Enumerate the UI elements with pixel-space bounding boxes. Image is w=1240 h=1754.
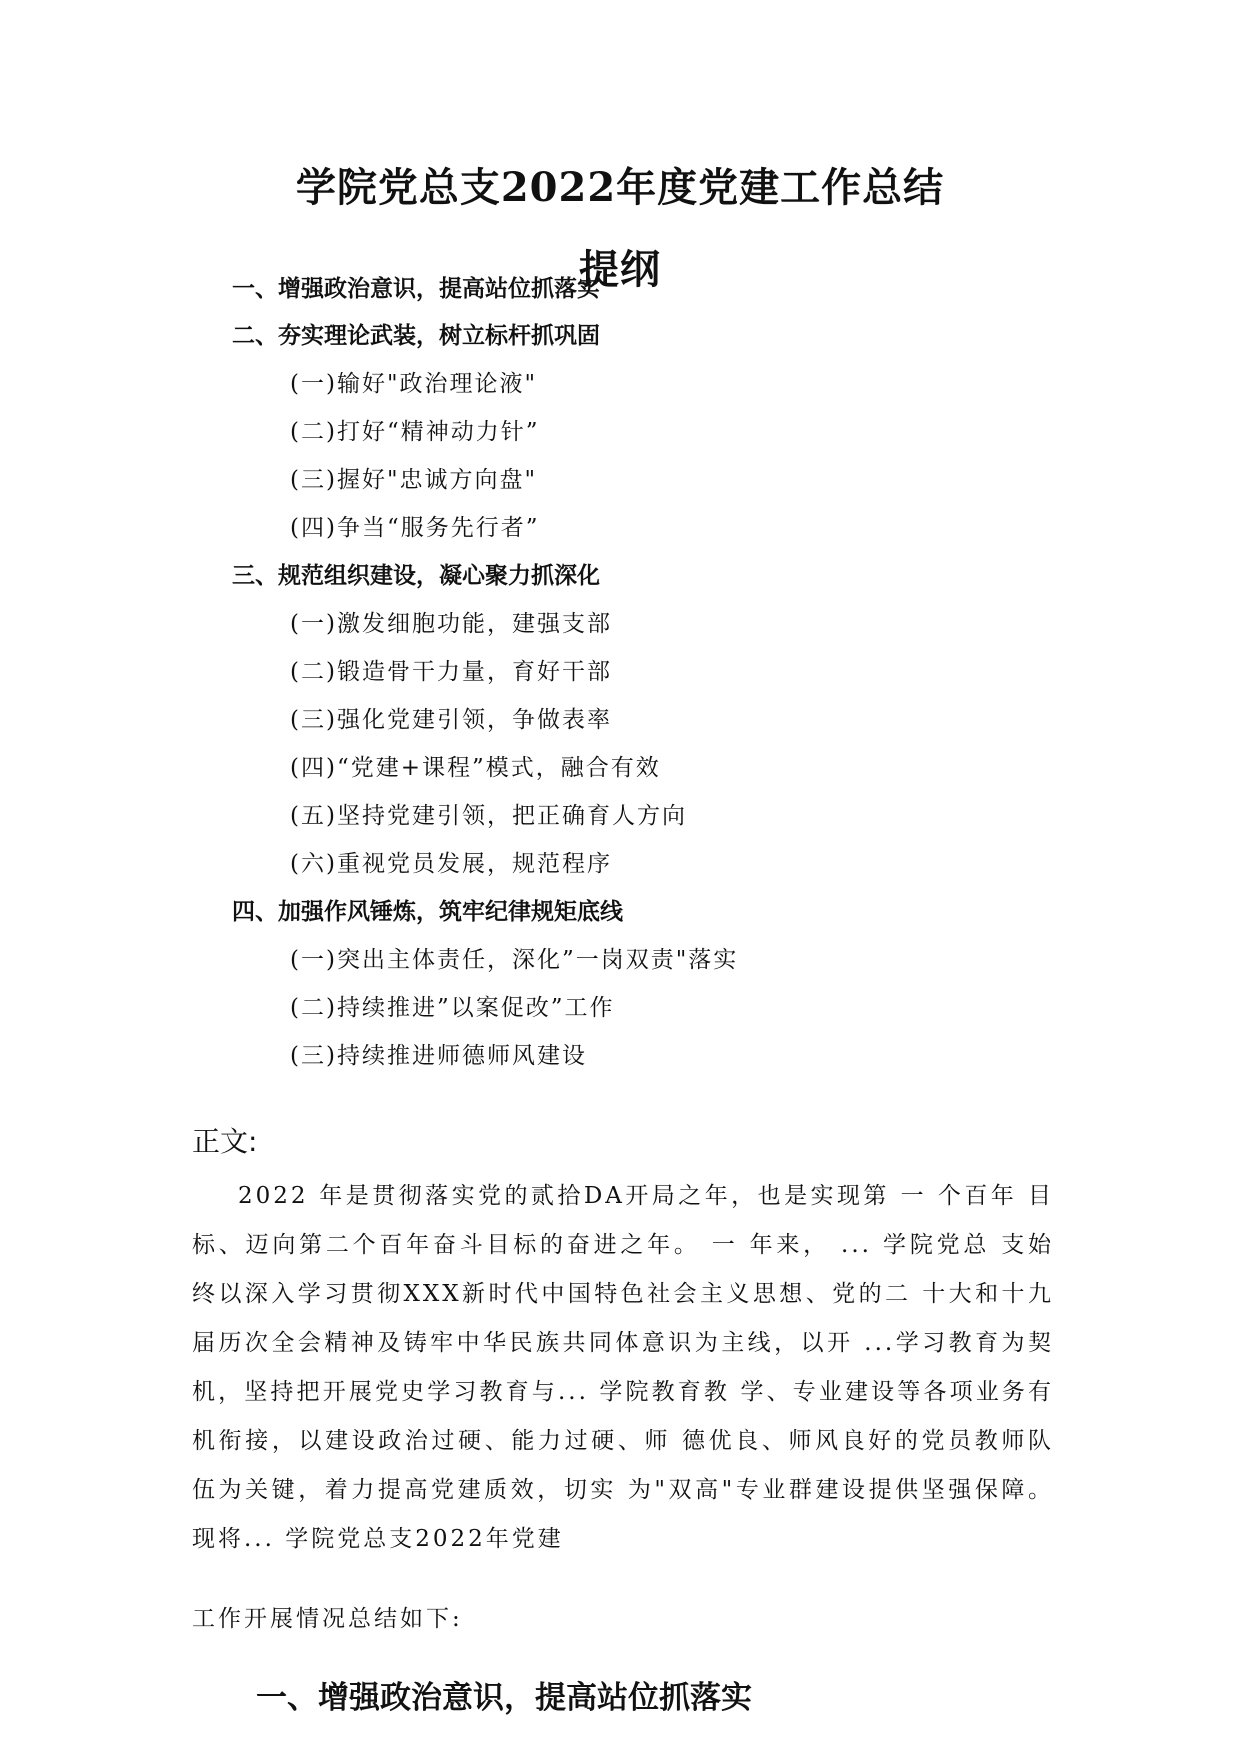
outline-item: (五)坚持党建引领，把正确育人方向 [290, 803, 687, 829]
outline-item: (一)突出主体责任，深化”一岗双责"落实 [290, 947, 739, 973]
outline-heading-2: 二、夯实理论武装，树立标杆抓巩固 [232, 323, 600, 349]
outline-item: (三)强化党建引领，争做表率 [290, 707, 612, 733]
body-label: 正文: [192, 1125, 258, 1158]
outline-heading-3: 三、规范组织建设，凝心聚力抓深化 [232, 563, 600, 589]
outline-item: (三)持续推进师德师风建设 [290, 1043, 587, 1069]
outline-item: (三)握好"忠诚方向盘" [290, 467, 538, 493]
document-subtitle: 提纲 [579, 246, 661, 293]
body-paragraph-tail: 工作开展情况总结如下: [192, 1606, 463, 1632]
outline-item: (二)持续推进”以案促改”工作 [290, 995, 615, 1021]
outline-heading-4: 四、加强作风锤炼，筑牢纪律规矩底线 [232, 899, 623, 925]
outline-item: (六)重视党员发展，规范程序 [290, 851, 612, 877]
body-paragraph: 2022 年是贯彻落实党的贰拾DA开局之年，也是实现第 一 个百年 目标、迈向第二个百年奋斗目标的奋进之年。 一 年来， ... 学院党总 支始终以深入学习贯彻XXX新时代中国特色社会主义思想、党的二 十大和十九届历次全会精神及铸牢中华民族共同体意识为主线，以开 ...学习教育为契机，坚持把开展党史学习教育与... 学院教育教 学、专业建设等各项业务有机衔接，以建设政治过硬、能力过硬、师 德优良、师风良好的党员教师队伍为关键，着力提高党建质效，切实 为"双高"专业群建设提供坚强保障。现将... 学院党总支2022年党建 [192, 1183, 1054, 1552]
outline-item: (二)锻造骨干力量，育好干部 [290, 659, 612, 685]
outline-item: (二)打好“精神动力针” [290, 419, 540, 445]
outline-item: (四)争当“服务先行者” [290, 515, 540, 541]
section-heading: 一、增强政治意识，提高站位抓落实 [256, 1680, 752, 1716]
outline-item: (四)“党建+课程”模式，融合有效 [290, 755, 661, 781]
outline-item: (一)激发细胞功能，建强支部 [290, 611, 612, 637]
outline-heading-1: 一、增强政治意识，提高站位抓落实 [232, 276, 600, 302]
outline-item: (一)输好"政治理论液" [290, 371, 538, 397]
document-title: 学院党总支2022年度党建工作总结 [295, 164, 945, 211]
